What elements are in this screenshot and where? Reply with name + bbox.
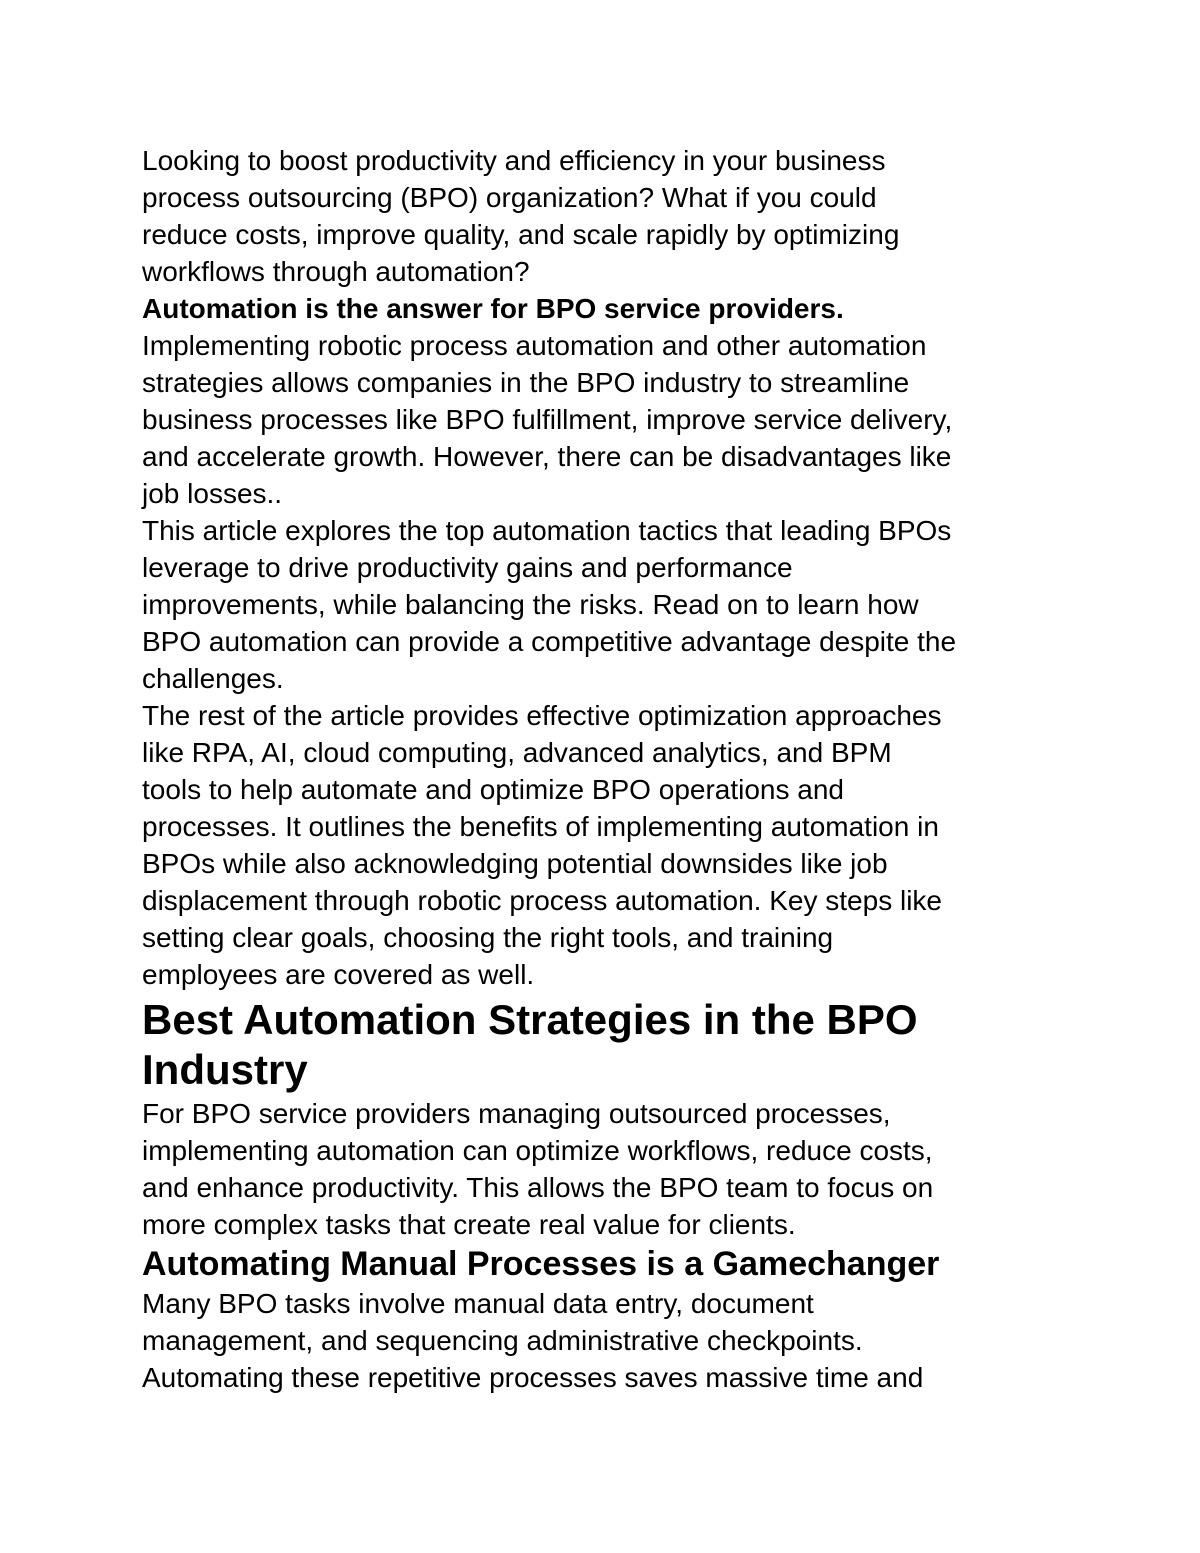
- heading-automating-manual-processes: Automating Manual Processes is a Gamechanger: [142, 1245, 940, 1283]
- paragraph-manual-tasks: Many BPO tasks involve manual data entry, document management, and sequencing administrative checkpoints. Automating these repetitive processes saves massive time and: [142, 1288, 924, 1393]
- paragraph-article-explores: This article explores the top automation tactics that leading BPOs leverage to drive productivity gains and performance improvements, while balancing the risks. Read on to learn how BPO automation can provide a competitive advantage despite the challenges.: [142, 515, 957, 694]
- paragraph-rest-of-article: The rest of the article provides effective optimization approaches like RPA, AI, cloud computing, advanced analytics, and BPM tools to help automate and optimize BPO operations and processes. It outlines the benefits of implementing automation in BPOs while also acknowledging potential downsides like job displacement through robotic process automation. Key steps like setting clear goals, choosing the right tools, and training employees are covered as well.: [142, 700, 942, 990]
- intro-paragraph: Looking to boost productivity and efficiency in your business process outsourcing (BPO) organization? What if you could reduce costs, improve quality, and scale rapidly by optimizing workflows through automation?: [142, 145, 900, 287]
- paragraph-implementing: Implementing robotic process automation and other automation strategies allows companies in the BPO industry to streamline business processes like BPO fulfillment, improve service delivery, and accelerate growth. However, there can be disadvantages like job losses..: [142, 330, 953, 509]
- paragraph-bpo-service-providers: For BPO service providers managing outsourced processes, implementing automation can optimize workflows, reduce costs, and enhance productivity. This allows the BPO team to focus on more complex tasks that create real value for clients.: [142, 1098, 934, 1240]
- heading-best-automation-strategies: Best Automation Strategies in the BPO Industry: [142, 996, 918, 1093]
- document-page: [142, 142, 1082, 1396]
- lead-statement: Automation is the answer for BPO service providers.: [142, 293, 844, 324]
